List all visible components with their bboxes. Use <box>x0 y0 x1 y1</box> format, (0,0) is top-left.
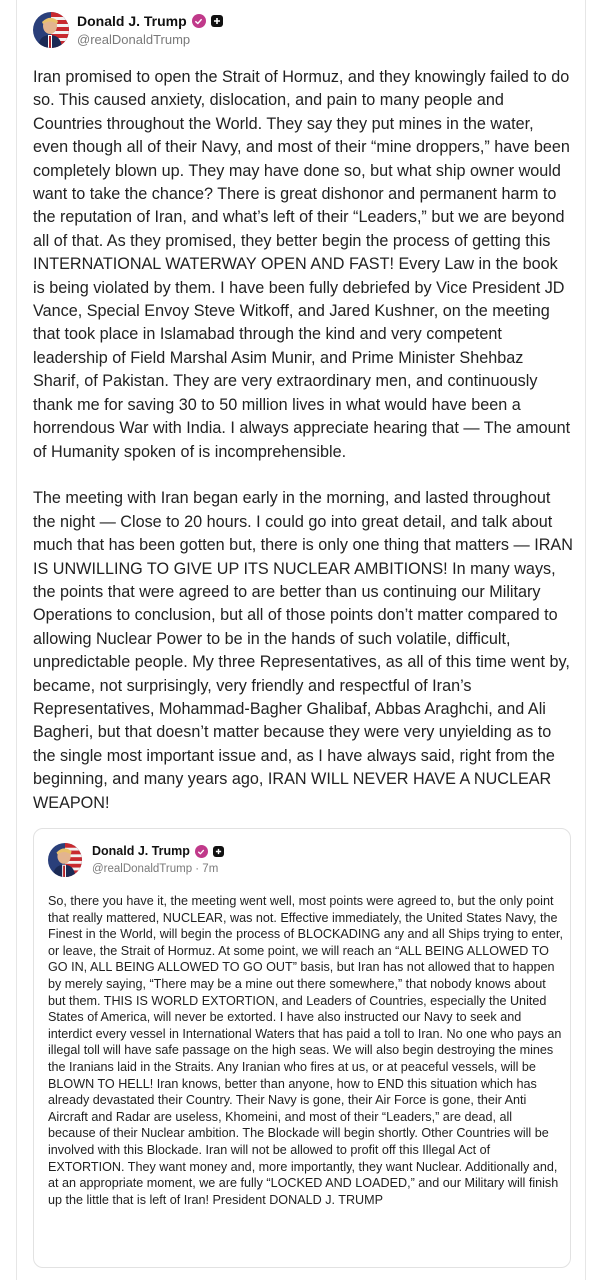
author-handle[interactable]: @realDonaldTrump <box>77 31 191 47</box>
plus-badge-icon <box>213 846 224 857</box>
post-paragraph: Iran promised to open the Strait of Hormuz, and they knowingly failed to do so. This caused anxiety, dislocation, and pain to many people and Countries throughout the World. They say they put mines in the water, even though all of their Navy, and most of their “mine droppers,” have been completely blown up. They may have done so, but what ship owner would want to take the chance? There is great dishonor and permanent harm to the reputation of Iran, and what’s left of their “Leaders,” but we are beyond all of that. As they promised, they better begin the process of getting this INTERNATIONAL WATERWAY OPEN AND FAST! Every Law in the book is being violated by them. I have been fully debriefed by Vice President JD Vance, Special Envoy Steve Witkoff, and Jared Kushner, on the meeting that took place in Islamabad through the kind and very competent leadership of Field Marshal Asim Munir, and Prime Minister Shehbaz Sharif, of Pakistan. They are very extraordinary men, and continuously thank me for saving 30 to 50 million lives in what would have been a horrendous War with India. I always appreciate hearing that — The amount of Humanity spoken of is incomprehensible. <box>33 68 571 461</box>
avatar[interactable] <box>33 12 69 48</box>
plus-badge-icon <box>211 15 223 27</box>
post-body <box>33 66 573 838</box>
verified-badge-icon <box>192 14 206 28</box>
verified-badge-icon <box>195 845 208 858</box>
quoted-post-body: So, there you have it, the meeting went well, most points were agreed to, but the only point that really mattered, NUCLEAR, was not. Effective immediately, the United States Navy, the Finest in the World, will begin the process of BLOCKADING any and all Ships trying to enter, or leave, the Strait of Hormuz. At some point, we will reach an “ALL BEING ALLOWED TO GO IN, ALL BEING ALLOWED TO GO OUT” basis, but Iran has not allowed that to happen by merely saying, “There may be a mine out there somewhere,” that nobody knows about but them. THIS IS WORLD EXTORTION, and Leaders of Countries, especially the United States of America, will never be extorted. I have also instructed our Navy to seek and interdict every vessel in International Waters that has paid a toll to Iran. No one who pays an illegal toll will have safe passage on the high seas. We will also begin destroying the mines the Iranians laid in the Straits. Any Iranian who fires at us, or at peaceful vessels, will be BLOWN TO HELL! Iran knows, better than anyone, how to END this situation which has already devastated their Country. Their Navy is gone, their Air Force is gone, their Anti Aircraft and Radar are useless, Khomeini, and most of their “Leaders,” are dead, all because of their Nuclear ambition. The Blockade will begin shortly. Other Countries will be involved with this Blockade. Iran will not be allowed to profit off this Illegal Act of EXTORTION. They want money and, more importantly, they want Nuclear. Additionally and, at an appropriate moment, we are fully “LOCKED AND LOADED,” and our Military will finish up the little that is left of Iran! President DONALD J. TRUMP <box>48 894 563 1207</box>
quoted-post-header <box>48 843 224 877</box>
quoted-avatar[interactable] <box>48 843 82 877</box>
post-card <box>16 0 586 1280</box>
post-paragraph: The meeting with Iran began early in the morning, and lasted throughout the night — Close to 20 hours. I could go into great detail, and talk about much that has been gotten but, there is only one thing that matters — IRAN IS UNWILLING TO GIVE UP ITS NUCLEAR AMBITIONS! In many ways, the points that were agreed to are better than us continuing our Military Operations to conclusion, but all of those points don’t matter compared to allowing Nuclear Power to be in the hands of such volatile, difficult, unpredictable people. My three Representatives, as all of this time went by, became, not surprisingly, very friendly and respectful of Iran’s Representatives, Mohammad-Bagher Ghalibaf, Abbas Araghchi, and Ali Bagheri, but that doesn’t matter because they were very unyielding as to the single most important issue and, as I have always said, right from the beginning, and many years ago, IRAN WILL NEVER HAVE A NUCLEAR WEAPON! <box>33 489 573 812</box>
quoted-author-display-name[interactable]: Donald J. Trump <box>92 844 190 858</box>
quoted-post[interactable] <box>33 828 571 1268</box>
author-display-name[interactable]: Donald J. Trump <box>77 12 187 29</box>
quoted-author-handle[interactable]: @realDonaldTrump · 7m <box>92 862 219 875</box>
post-header <box>33 10 223 50</box>
